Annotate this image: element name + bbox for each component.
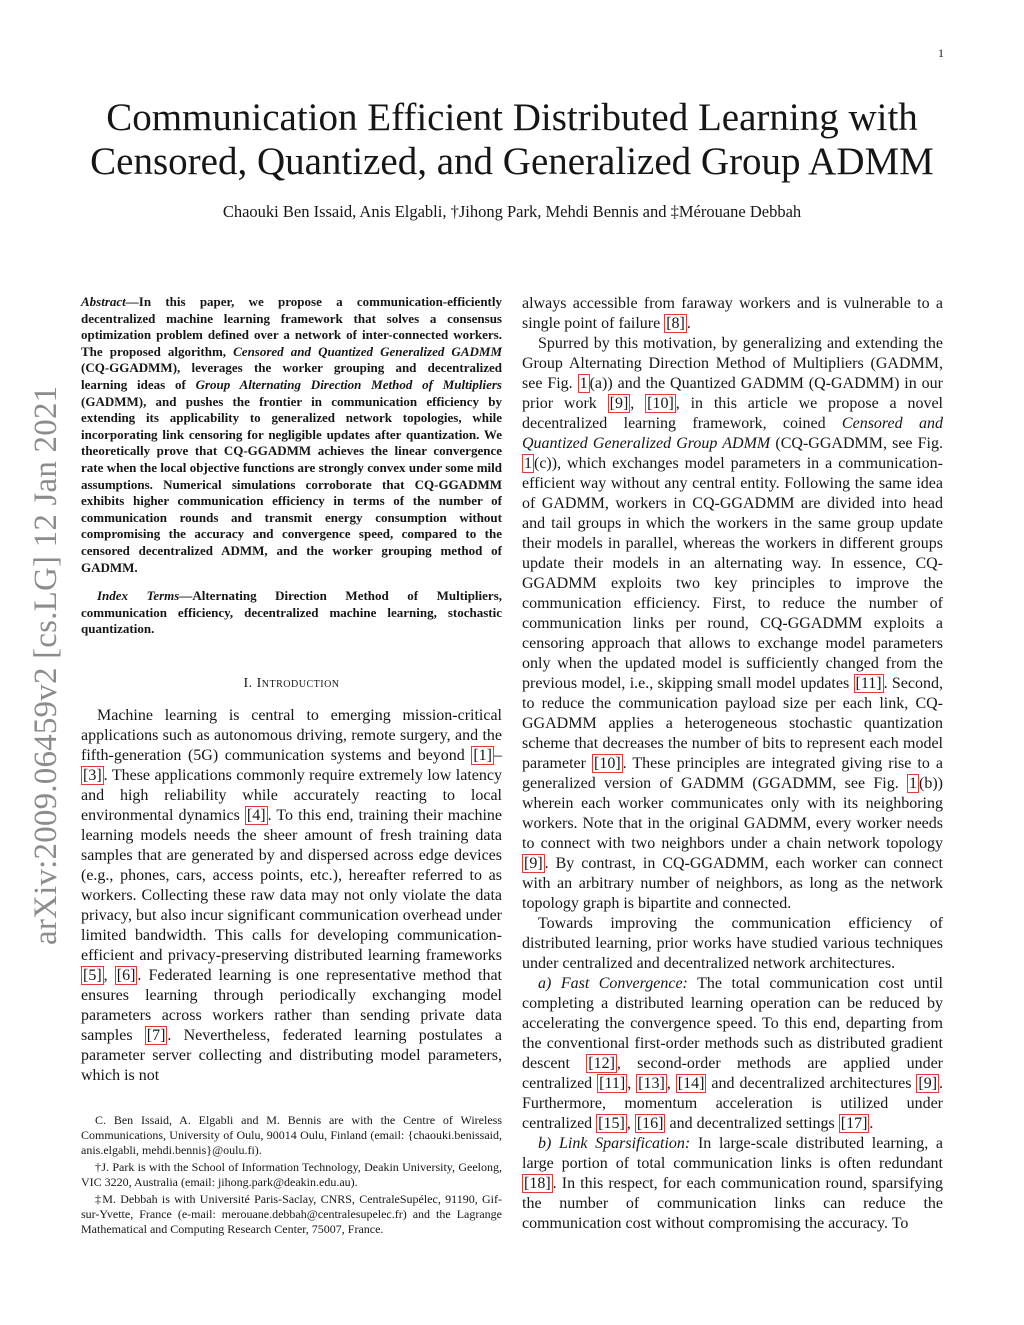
text-run: . (869, 1115, 874, 1132)
footnote-affiliation-3: ‡M. Debbah is with Université Paris-Saclay, CNRS, CentraleSupélec, 91190, Gif-sur-Yvette, France (e-mail: merouane.debbah@centralesupelec.fr) and the Lagrange Mathematical and Computing Research Center, 75007, France. (81, 1192, 502, 1236)
text-run: – (494, 746, 502, 764)
text-run: . These principles are integrated giving rise to a generalized version of GADMM (GGADMM, see Fig. (522, 755, 944, 792)
abstract-label: Abstract— (81, 294, 139, 309)
abstract-text-2: (CQ-GGADMM), leverages the worker grouping and decentralized learning ideas of (81, 360, 502, 392)
text-run: . Second, to reduce the communication payload size per each link, CQ-GGADMM applies a heterogeneous stochastic quantization scheme that decreases the number of bits to represent each model parameter (522, 675, 943, 772)
citation-link[interactable]: [16] (636, 1115, 664, 1132)
text-run: , (627, 1075, 637, 1092)
text-run: Machine learning is central to emerging mission-critical applications such as autonomous driving, remote surgery, and the fifth-generation (5G) communication systems and beyond (81, 706, 502, 764)
citation-link[interactable]: [10] (647, 395, 674, 412)
intro-paragraph-1 (81, 706, 502, 1086)
citation-link[interactable]: [1] (473, 746, 492, 764)
subsection-label: a) Fast Convergence: (538, 975, 688, 992)
text-run: always accessible from faraway workers and is vulnerable to a single point of failure (522, 295, 943, 332)
text-run: and decentralized settings (665, 1115, 839, 1132)
citation-link[interactable]: [12] (588, 1055, 615, 1072)
text-run: In large-scale distributed learning, a large portion of total communication links is often redundant (522, 1135, 943, 1172)
text-run: . In this respect, for each communication round, sparsifying the number of communication links can reduce the communication cost without compromising the accuracy. To (522, 1175, 943, 1232)
figure-link[interactable]: 1 (909, 775, 918, 792)
right-paragraph-link-sparsification (522, 1134, 943, 1234)
citation-link[interactable]: [13] (638, 1075, 665, 1092)
citation-link[interactable]: [6] (116, 966, 136, 984)
right-paragraph-motivation (522, 334, 943, 914)
abstract-text-1: In this paper, we propose a communication-efficiently decentralized machine learning framework that solves a consensus optimization problem defined over a network of inter-connected workers. The proposed algorithm, (81, 294, 502, 359)
text-run: . These applications commonly require extremely low latency and high reliability while accurately reacting to local environmental dynamics (81, 766, 502, 824)
text-run: . By contrast, in CQ-GGADMM, each worker can connect with an arbitrary number of neighbors, as long as the network topology graph is bipartite and connected. (522, 855, 943, 912)
citation-link[interactable]: [7] (146, 1026, 166, 1044)
text-run: . To this end, training their machine learning models needs the sheer amount of fresh training data samples that are generated by and dispersed across edge devices (e.g., phones, cars, access points, etc.), hereafter referred to as workers. Collecting these raw data may not only violate the data privacy, but also incur significant communication overhead under limited bandwidth. This calls for developing communication-efficient and privacy-preserving distributed learning frameworks (81, 806, 502, 964)
abstract-algorithm-name: Censored and Quantized Generalized GADMM (233, 343, 502, 359)
title-line-1: Communication Efficient Distributed Learning with (106, 96, 918, 139)
text-run: , second-order methods are applied under centralized (522, 1055, 943, 1092)
right-paragraph-continuation (522, 294, 943, 334)
section-heading-introduction (81, 674, 502, 694)
citation-link[interactable]: [14] (677, 1075, 705, 1092)
text-run: , (630, 395, 646, 412)
subsection-label: b) Link Sparsification: (538, 1135, 691, 1152)
citation-link[interactable]: [15] (598, 1115, 625, 1132)
right-column (522, 294, 943, 1234)
paper-title (60, 96, 964, 184)
left-column (81, 294, 502, 1086)
citation-link[interactable]: [5] (83, 966, 102, 984)
text-run: and decentralized architectures (706, 1075, 917, 1092)
citation-link[interactable]: [9] (524, 855, 543, 872)
citation-link[interactable]: [9] (918, 1075, 938, 1092)
citation-link[interactable]: [11] (855, 675, 882, 692)
citation-link[interactable]: [11] (599, 1075, 626, 1092)
citation-link[interactable]: [3] (83, 766, 102, 784)
footnotes (81, 1113, 502, 1239)
text-run: , (666, 1075, 676, 1092)
text-run: . Furthermore, momentum acceleration is utilized under centralized (522, 1075, 944, 1132)
footnote-affiliation-2: †J. Park is with the School of Information Technology, Deakin University, Geelong, VIC 3220, Australia (email: jihong.park@deakin.edu.au). (81, 1160, 502, 1189)
title-line-2: Censored, Quantized, and Generalized Group ADMM (90, 140, 934, 183)
figure-link[interactable]: 1 (579, 375, 588, 392)
citation-link[interactable]: [4] (246, 806, 266, 824)
citation-link[interactable]: [8] (666, 315, 685, 332)
abstract-gadmm-name: Group Alternating Direction Method of Multipliers (195, 376, 502, 392)
index-terms-text: Alternating Direction Method of Multipliers, communication efficiency, decentralized machine learning, stochastic quantization. (81, 588, 502, 637)
citation-link[interactable]: [10] (594, 755, 621, 772)
citation-link[interactable]: [17] (840, 1115, 868, 1132)
framework-name: Censored and Quantized Generalized Group ADMM (522, 415, 944, 452)
right-paragraph-fast-convergence (522, 974, 943, 1134)
index-terms-label: Index Terms— (97, 588, 193, 604)
figure-link[interactable]: 1 (524, 455, 532, 472)
page-number: 1 (938, 46, 944, 60)
text-run: , in this article we propose a novel decentralized learning framework, coined (522, 395, 943, 432)
index-terms (81, 588, 502, 638)
text-run: (a)) and the Quantized GADMM (Q-GADMM) in our prior work (522, 375, 943, 412)
text-run: . Nevertheless, federated learning postulates a parameter server collecting and distributing model parameters, which is not (81, 1026, 503, 1084)
abstract (81, 294, 502, 638)
right-paragraph-prior-works: Towards improving the communication efficiency of distributed learning, prior works have studied various techniques under centralized and decentralized network architectures. (522, 915, 943, 972)
abstract-text-3: (GADMM), and pushes the frontier in communication efficiency by extending its applicability to generalized network topologies, while incorporating link censoring for negligible updates after quantization. We theoretically prove that CQ-GGADMM achieves the linear convergence rate when the local objective functions are strongly convex under some mild assumptions. Numerical simulations corroborate that CQ-GGADMM exhibits higher communication efficiency in terms of the number of communication rounds and transmit energy consumption without compromising the accuracy and convergence speed, compared to the censored decentralized ADMM, and the worker grouping method of GADMM. (81, 393, 502, 575)
section-numeral: I. (243, 675, 257, 691)
section-name: Introduction (256, 675, 340, 691)
arxiv-identifier: arXiv:2009.06459v2 [cs.LG] 12 Jan 2021 (28, 385, 64, 945)
text-run: (b)) wherein each worker communicates only with its neighboring workers. Note that in the original GADMM, every worker needs to connect with two neighbors under a chain network topology (522, 775, 943, 852)
text-run: . Federated learning is one representative method that ensures learning through periodically exchanging model parameters across workers rather than sending private data samples (81, 966, 503, 1044)
citation-link[interactable]: [18] (524, 1175, 551, 1192)
author-list: Chaouki Ben Issaid, Anis Elgabli, †Jihong Park, Mehdi Bennis and ‡Mérouane Debbah (222, 202, 802, 221)
text-run: (c)), which exchanges model parameters in a communication-efficient way without any central entity. Following the same idea of GADMM, workers in CQ-GGADMM are divided into head and tail groups in which the workers in the same group update their models in parallel, whereas the workers in different groups update their models in an alternating way. In essence, CQ-GGADMM exploits two key principles to improve the communication efficiency. First, to reduce the number of communication links per round, CQ-GGADMM exploits a censoring approach that allows to exchange model parameters only when the updated model is sufficiently changed from the previous model, i.e., skipping small model updates (522, 455, 943, 692)
text-run: , (103, 966, 115, 984)
footnote-affiliation-1: C. Ben Issaid, A. Elgabli and M. Bennis are with the Centre of Wireless Communications, University of Oulu, 90014 Oulu, Finland (email: {chaouki.benissaid, anis.elgabli, mehdi.bennis}@oulu.fi). (81, 1113, 502, 1157)
text-run: . (686, 315, 691, 332)
text-run: Spurred by this motivation, by generalizing and extending the Group Alternating Direction Method of Multipliers (GADMM, see Fig. (522, 335, 943, 392)
text-run: The total communication cost until completing a distributed learning operation can be reduced by accelerating the convergence speed. To this end, departing from the conventional first-order methods such as distributed gradient descent (522, 975, 943, 1072)
text-run: (CQ-GGADMM, see Fig. (770, 435, 944, 452)
text-run: , (626, 1115, 635, 1132)
citation-link[interactable]: [9] (609, 395, 629, 412)
